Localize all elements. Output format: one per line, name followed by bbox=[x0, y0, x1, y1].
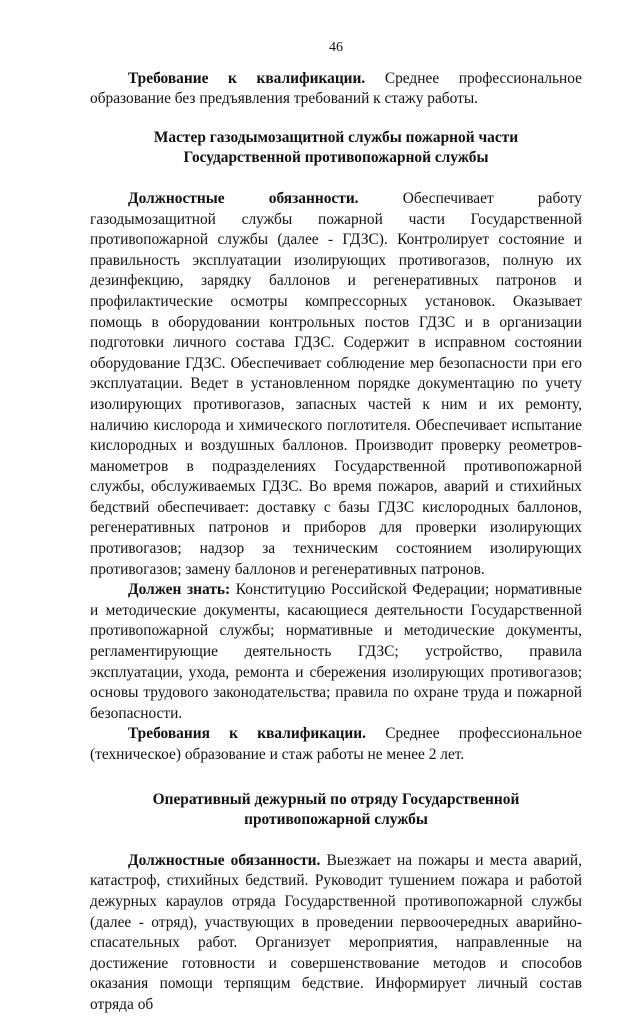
knowledge-label: Должен знать: bbox=[128, 581, 231, 599]
qualification-text: Среднее профессиональное образование без предъявления требований к стажу работы. bbox=[90, 69, 582, 108]
qualification-label: Требование к квалификации. bbox=[128, 69, 366, 87]
requirements-label: Требования к квалификации. bbox=[128, 725, 367, 743]
duty-officer-duties-paragraph bbox=[90, 851, 582, 1016]
intro-qualification-paragraph bbox=[90, 69, 582, 110]
duties-paragraph bbox=[90, 189, 582, 580]
knowledge-paragraph bbox=[90, 580, 582, 724]
duties-label: Должностные обязанности. bbox=[128, 851, 321, 869]
section-heading-line2: Государственной противопожарной службы bbox=[183, 149, 489, 167]
duties-text: Обеспечивает работу газодымозащитной службы пожарной части Государственной противопожарной службы (далее - ГДЗС). Контролирует состояние и правильность эксплуатации изолирующих противогазов, полную их дезинфекцию, зарядку баллонов и регенеративных патронов и профилактические осмотры компрессорных установок. Оказывает помощь в оборудовании контрольных постов ГДЗС и в организации подготовки личного состава ГДЗС. Содержит в исправном состоянии оборудование ГДЗС. Обеспечивает соблюдение мер безопасности при его эксплуатации. Ведет в установленном порядке документацию по учету изолирующих противогазов, запасных частей к ним и их ремонту, наличию кислорода и химического поглотителя. Обеспечивает испытание кислородных и воздушных баллонов. Производит проверку реометров-манометров в подразделениях Государственной противопожарной службы, обслуживаемых ГДЗС. Во время пожаров, аварий и стихийных бедствий обеспечивает: доставку с базы ГДЗС кислородных баллонов, регенеративных патронов и приборов для проверки изолирующих противогазов; надзор за техническим состоянием изолирующих противогазов; замену баллонов и регенеративных патронов. bbox=[90, 189, 582, 578]
section-heading-line1: Мастер газодымозащитной службы пожарной части bbox=[153, 128, 519, 146]
section-heading-duty-officer bbox=[90, 790, 582, 831]
duties-text: Выезжает на пожары и места аварий, катастроф, стихийных бедствий. Руководит тушением пожара и работой дежурных караулов отряда Государственной противопожарной службы (далее - отряд), участвующих в проведении первоочередных аварийно-спасательных работ. Организует мероприятия, направленные на достижение готовности и совершенствование методов и способов оказания помощи терпящим бедствие. Информирует личный состав отряда об bbox=[90, 851, 582, 1013]
knowledge-text: Конституцию Российской Федерации; нормативные и методические документы, касающиеся деятельности Государственной противопожарной службы; нормативные и методические документы, регламентирующие деятельность ГДЗС; устройство, правила эксплуатации, ухода, ремонта и сбережения изолирующих противогазов; основы трудового законодательства; правила по охране труда и пожарной безопасности. bbox=[90, 581, 582, 722]
section-heading-line1: Оперативный дежурный по отряду Государственной bbox=[152, 790, 520, 808]
section-heading-line2: противопожарной службы bbox=[244, 811, 428, 829]
requirements-text: Среднее профессиональное (техническое) образование и стаж работы не менее 2 лет. bbox=[90, 725, 582, 763]
duties-label: Должностные обязанности. bbox=[128, 189, 359, 207]
page-number: 46 bbox=[329, 40, 343, 55]
requirements-paragraph bbox=[90, 724, 582, 765]
section-heading-gdzs-master bbox=[90, 128, 582, 169]
